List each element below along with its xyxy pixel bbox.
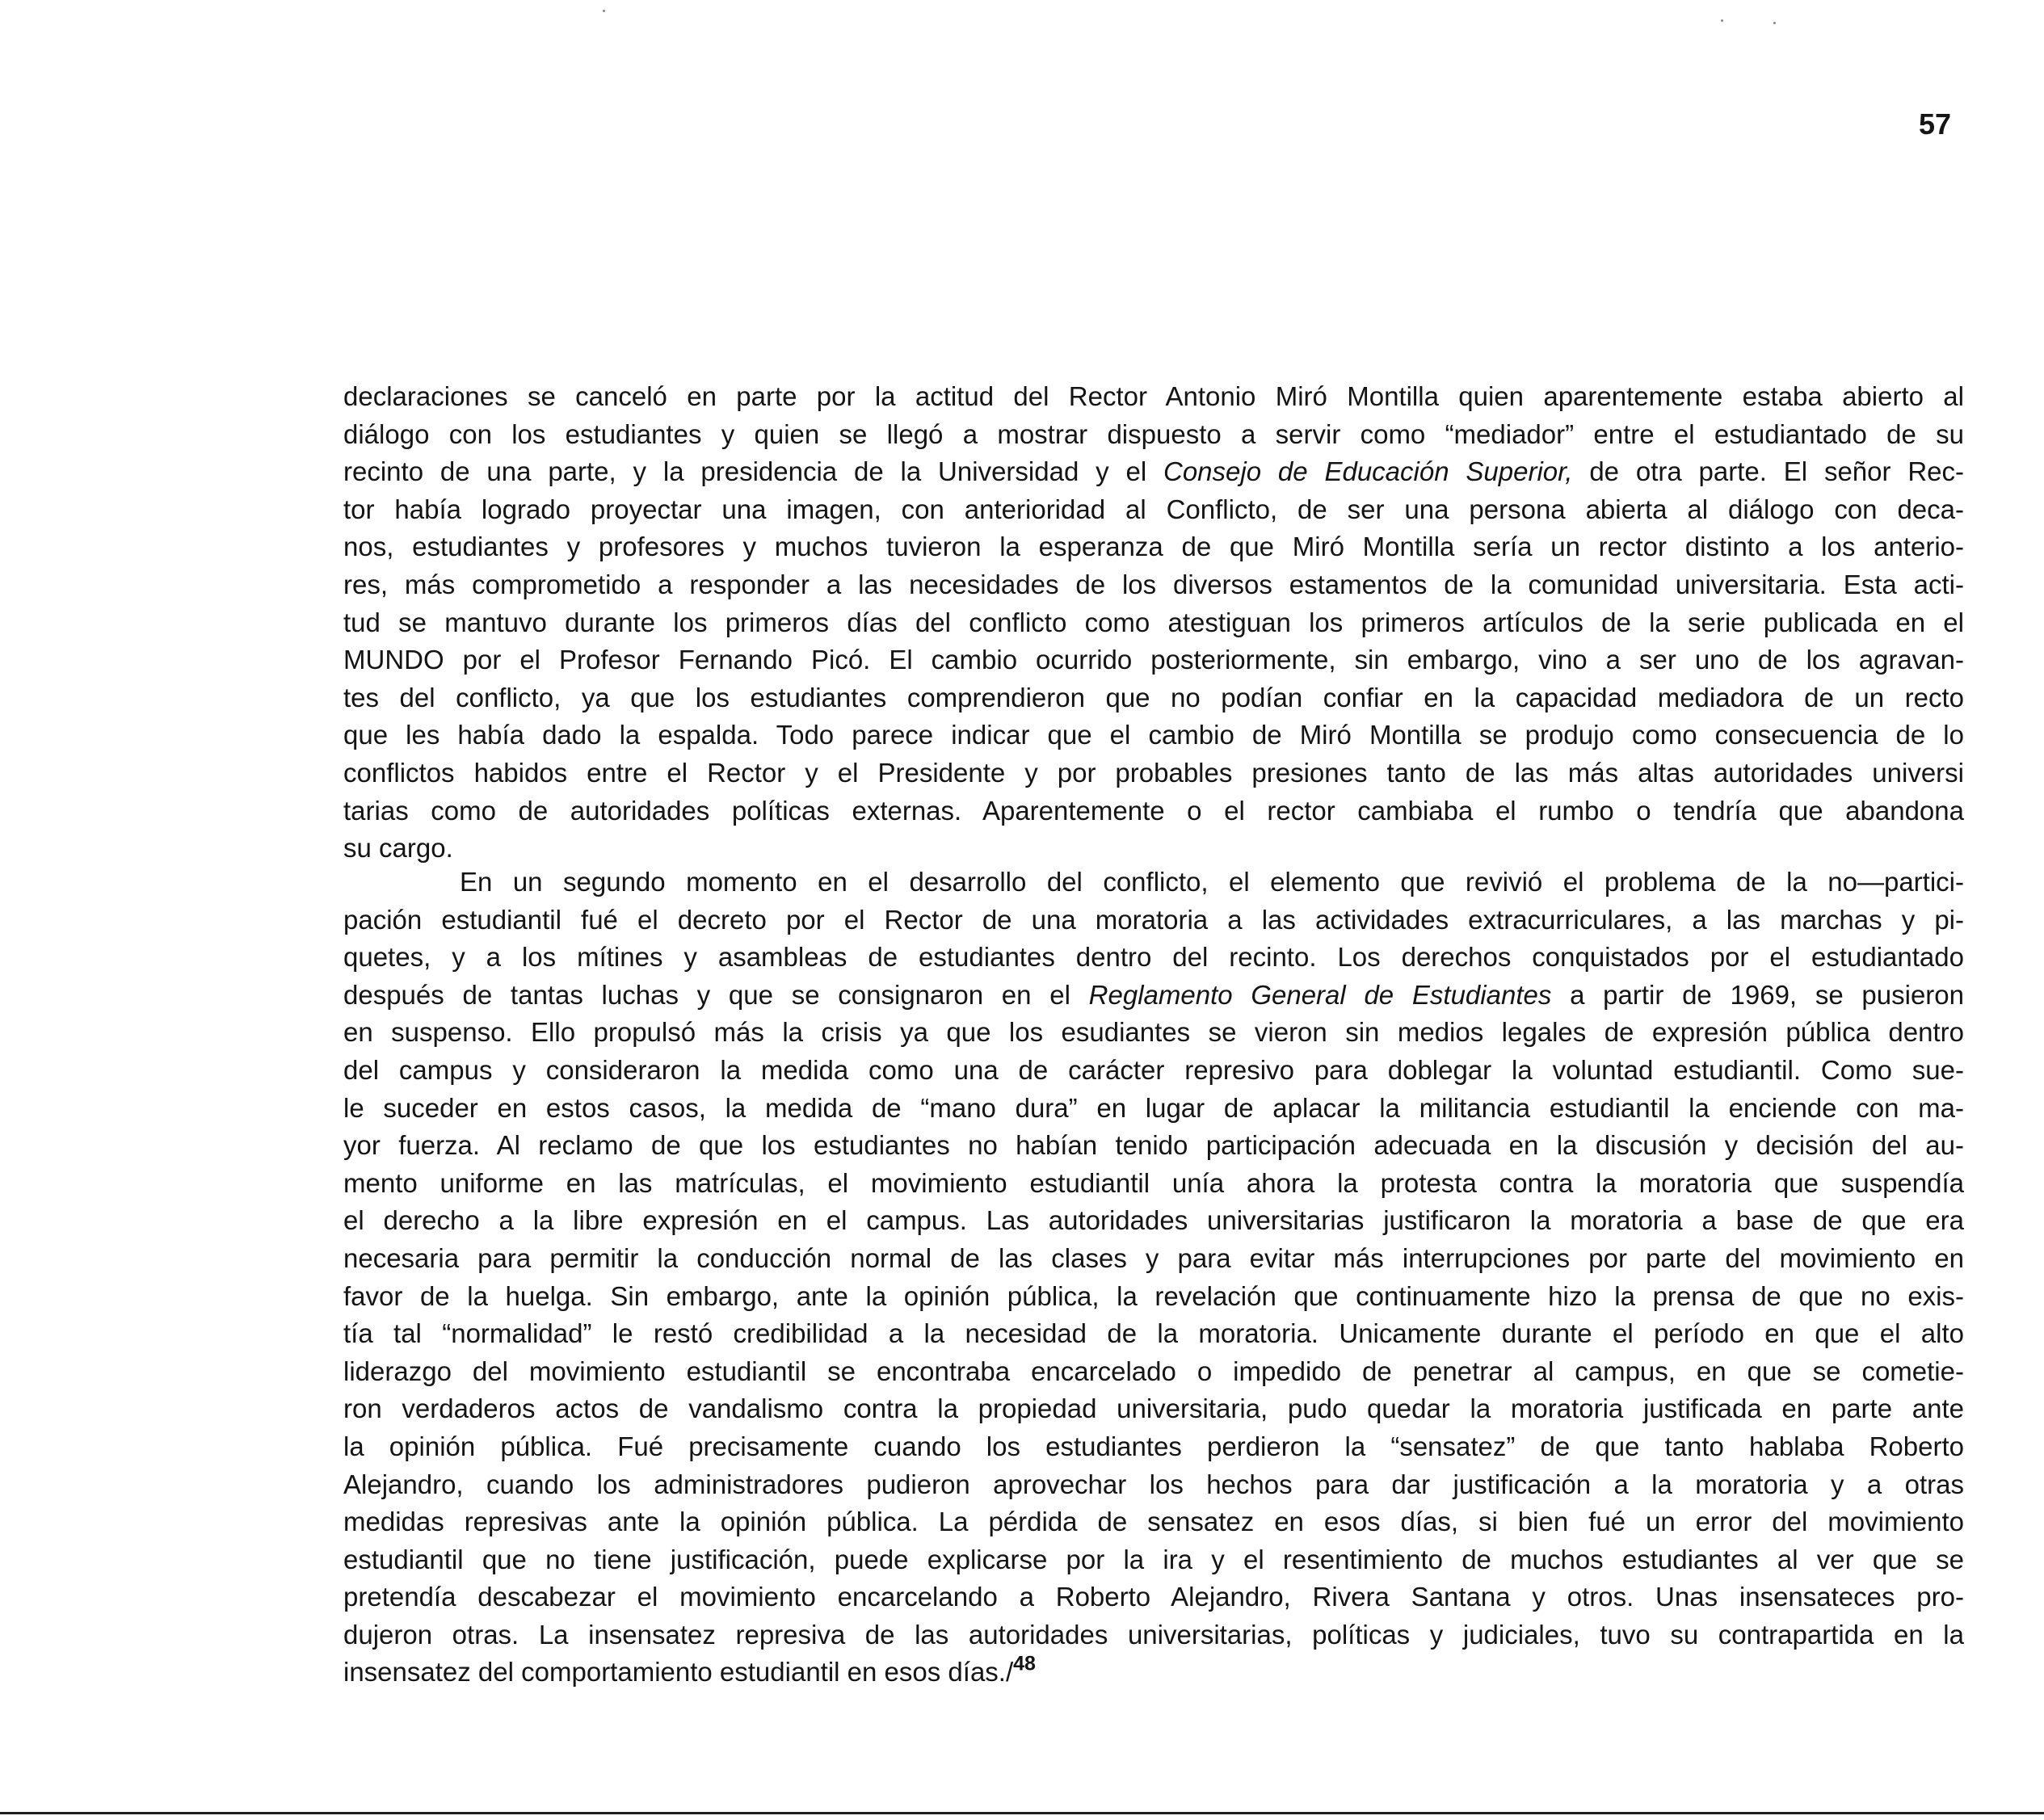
text-line — [343, 528, 1964, 566]
text-line — [343, 1014, 1964, 1052]
text-line — [343, 1428, 1964, 1466]
text-line — [343, 1202, 1964, 1240]
line-text: pación estudiantil fué el decreto por el Rector de una moratoria a las actividades extracurriculares, a las marchas y pi- — [343, 904, 1964, 935]
line-text: ron verdaderos actos de vandalismo contra la propiedad universitaria, pudo quedar la moratoria justificada en parte ante — [343, 1393, 1964, 1424]
line-text: favor de la huelga. Sin embargo, ante la opinión pública, la revelación que continuamente hizo la prensa de que no exis- — [343, 1280, 1964, 1311]
page-bottom-rule — [0, 1812, 2044, 1814]
line-text: declaraciones se canceló en parte por la actitud del Rector Antonio Miró Montilla quien aparentemente estaba abierto al — [343, 381, 1964, 411]
text-line — [343, 378, 1964, 416]
line-text: el derecho a la libre expresión en el campus. Las autoridades universitarias justificaron la moratoria a base de que era — [343, 1205, 1964, 1236]
text-line — [343, 1165, 1964, 1203]
text-line — [343, 1240, 1964, 1278]
line-text: quetes, y a los mítines y asambleas de estudiantes dentro del recinto. Los derechos conquistados por el estudiantado — [343, 942, 1964, 973]
text-line — [343, 416, 1964, 454]
line-text: res, más comprometido a responder a las necesidades de los diversos estamentos de la comunidad universitaria. Esta acti- — [343, 569, 1964, 599]
line-text: conflictos habidos entre el Rector y el Presidente y por probables presiones tanto de las más altas autoridades universi — [343, 757, 1964, 788]
line-text: le suceder en estos casos, la medida de “mano dura” en lugar de aplacar la militancia estudiantil la enciende con ma- — [343, 1092, 1964, 1123]
page-number: 57 — [1919, 107, 1952, 141]
scan-speck — [1773, 22, 1776, 24]
text-line — [343, 604, 1964, 642]
line-text: necesaria para permitir la conducción normal de las clases y para evitar más interrupciones por parte del movimiento en — [343, 1242, 1964, 1273]
footnote-marker: 48 — [1013, 1652, 1036, 1675]
text-line — [343, 1654, 1964, 1692]
text-line — [343, 1616, 1964, 1654]
text-line — [343, 902, 1964, 939]
text-line — [343, 1315, 1964, 1353]
text-line — [343, 1578, 1964, 1616]
line-text: mento uniforme en las matrículas, el movimiento estudiantil unía ahora la protesta contra la moratoria que suspendía — [343, 1167, 1964, 1198]
text-line — [343, 1278, 1964, 1316]
text-line — [343, 830, 1964, 868]
text-line — [343, 792, 1964, 830]
line-text: nos, estudiantes y profesores y muchos tuvieron la esperanza de que Miró Montilla sería un rector distinto a los anterio- — [343, 532, 1964, 562]
text-line — [343, 1090, 1964, 1128]
line-text: del campus y consideraron la medida como una de carácter represivo para doblegar la voluntad estudiantil. Como sue- — [343, 1054, 1964, 1085]
line-text: medidas represivas ante la opinión pública. La pérdida de sensatez en esos días, si bien fué un error del movimiento — [343, 1507, 1964, 1537]
paragraph-2 — [343, 864, 1964, 1692]
text-line — [343, 641, 1964, 679]
text-line — [343, 754, 1964, 792]
scan-speck — [603, 10, 605, 12]
line-text: que les había dado la espalda. Todo parece indicar que el cambio de Miró Montilla se produjo como consecuencia de lo — [343, 720, 1964, 750]
line-text-after: de otra parte. El señor Rec- — [1572, 456, 1965, 487]
text-line — [343, 939, 1964, 977]
italic-title: Reglamento General de Estudiantes — [1088, 979, 1552, 1010]
scan-speck — [1721, 19, 1723, 22]
line-text: MUNDO por el Profesor Fernando Picó. El cambio ocurrido posteriormente, sin embargo, vino a ser uno de los agravan- — [343, 645, 1964, 675]
line-text: tía tal “normalidad” le restó credibilidad a la necesidad de la moratoria. Unicamente durante el período en que el alto — [343, 1318, 1964, 1349]
text-line — [343, 1052, 1964, 1090]
line-text: después de tantas luchas y que se consignaron en el — [343, 979, 1089, 1010]
text-line — [343, 864, 1964, 902]
line-text: tes del conflicto, ya que los estudiantes comprendieron que no podían confiar en la capacidad mediadora de un recto — [343, 682, 1964, 712]
line-text: diálogo con los estudiantes y quien se llegó a mostrar dispuesto a servir como “mediador” entre el estudiantado de su — [343, 418, 1964, 449]
line-text: la opinión pública. Fué precisamente cuando los estudiantes perdieron la “sensatez” de que tanto hablaba Roberto — [343, 1431, 1964, 1461]
text-line — [343, 1127, 1964, 1165]
line-text: dujeron otras. La insensatez represiva de las autoridades universitarias, políticas y judiciales, tuvo su contrapartida en la — [343, 1619, 1964, 1650]
text-line — [343, 1390, 1964, 1428]
text-line — [343, 1541, 1964, 1579]
line-text-after: a partir de 1969, se pusieron — [1551, 979, 1964, 1010]
text-line — [343, 491, 1964, 529]
line-text: Alejandro, cuando los administradores pudieron aprovechar los hechos para dar justificación a la moratoria y a otras — [343, 1469, 1964, 1499]
italic-title: Consejo de Educación Superior, — [1163, 456, 1573, 487]
line-text: En un segundo momento en el desarrollo del conflicto, el elemento que revivió el problema de la no—partici- — [460, 867, 1964, 897]
line-text: tor había logrado proyectar una imagen, con anterioridad al Conflicto, de ser una persona abierta al diálogo con deca- — [343, 494, 1964, 524]
line-text: su cargo. — [343, 833, 453, 864]
text-line — [343, 566, 1964, 604]
line-text: tarias como de autoridades políticas externas. Aparentemente o el rector cambiaba el rumbo o tendría que abandona — [343, 795, 1964, 826]
text-line — [343, 977, 1964, 1015]
text-line — [343, 1466, 1964, 1504]
line-text: liderazgo del movimiento estudiantil se encontraba encarcelado o impedido de penetrar al campus, en que se cometie- — [343, 1356, 1964, 1386]
text-line — [343, 717, 1964, 754]
text-line — [343, 679, 1964, 717]
line-text: recinto de una parte, y la presidencia de la Universidad y el — [343, 456, 1163, 487]
line-text: estudiantil que no tiene justificación, puede explicarse por la ira y el resentimiento de muchos estudiantes al ver que se — [343, 1544, 1964, 1574]
line-text: yor fuerza. Al reclamo de que los estudiantes no habían tenido participación adecuada en la discusión y decisión del au- — [343, 1130, 1964, 1161]
line-text: tud se mantuvo durante los primeros días del conflicto como atestiguan los primeros artículos de la serie publicada en el — [343, 607, 1964, 637]
text-line — [343, 1503, 1964, 1541]
line-text: en suspenso. Ello propulsó más la crisis ya que los esudiantes se vieron sin medios legales de expresión pública dentro — [343, 1017, 1964, 1048]
paragraph-1 — [343, 378, 1964, 868]
text-line — [343, 453, 1964, 491]
line-text: pretendía descabezar el movimiento encarcelando a Roberto Alejandro, Rivera Santana y otros. Unas insensateces pro- — [343, 1582, 1964, 1612]
line-text: insensatez del comportamiento estudiantil en esos días./ — [343, 1657, 1014, 1688]
text-line — [343, 1353, 1964, 1391]
